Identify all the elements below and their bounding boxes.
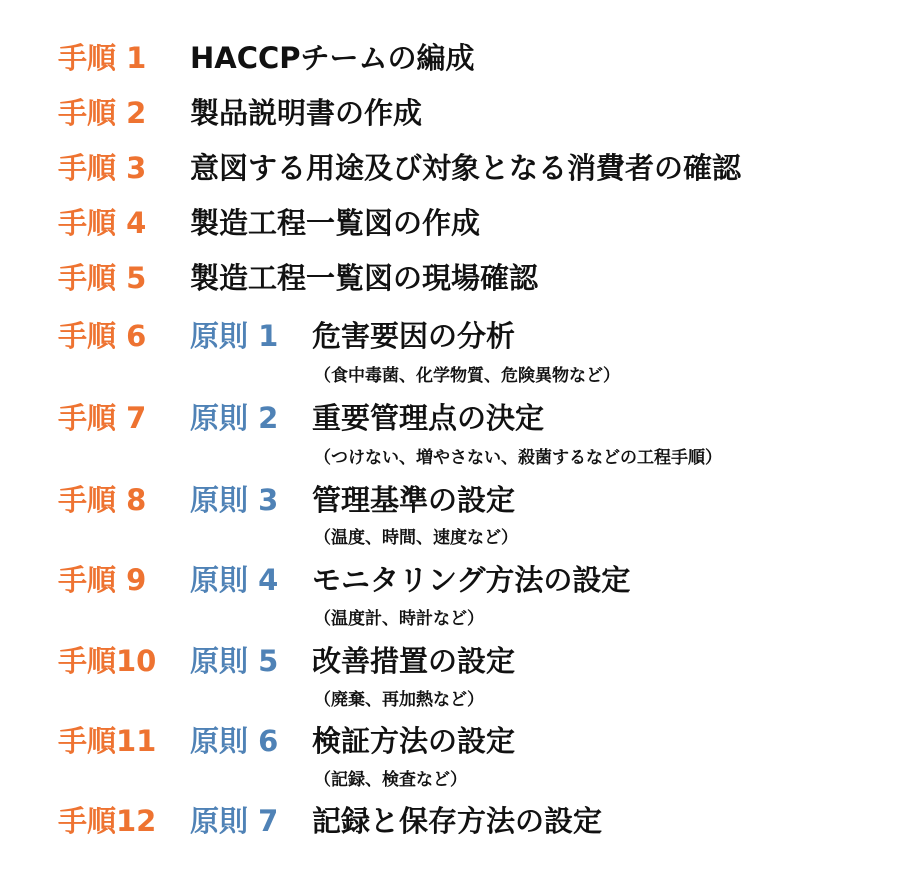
step-note-8: （温度、時間、速度など）	[314, 528, 518, 548]
step-title: HACCPチームの編成	[190, 41, 475, 75]
step-title: 管理基準の設定	[312, 483, 516, 517]
step-title: 製品説明書の作成	[190, 96, 423, 130]
step-label: 手順 9	[58, 563, 147, 597]
step-title: 製造工程一覧図の現場確認	[190, 261, 539, 295]
step-label: 手順 4	[58, 206, 147, 240]
principle-label: 原則 1	[190, 319, 279, 353]
step-row-8	[0, 480, 900, 520]
step-row-9	[0, 560, 900, 600]
step-title: 意図する用途及び対象となる消費者の確認	[190, 151, 742, 185]
step-title: 記録と保存方法の設定	[312, 804, 603, 838]
step-title: 危害要因の分析	[312, 319, 516, 353]
principle-label: 原則 7	[190, 804, 279, 838]
step-title: 改善措置の設定	[312, 644, 516, 678]
step-row-4	[0, 203, 900, 243]
step-label: 手順10	[58, 644, 157, 678]
step-label: 手順 2	[58, 96, 147, 130]
step-label: 手順12	[58, 804, 157, 838]
step-note-9: （温度計、時計など）	[314, 609, 484, 629]
principle-label: 原則 2	[190, 401, 279, 435]
step-note-6: （食中毒菌、化学物質、危険異物など）	[314, 366, 620, 386]
step-row-6	[0, 316, 900, 356]
step-row-2	[0, 93, 900, 133]
step-label: 手順 6	[58, 319, 147, 353]
step-title: 製造工程一覧図の作成	[190, 206, 481, 240]
step-label: 手順 5	[58, 261, 147, 295]
step-note-11: （記録、検査など）	[314, 770, 467, 790]
step-label: 手順 3	[58, 151, 147, 185]
principle-label: 原則 6	[190, 724, 279, 758]
step-note-7: （つけない、増やさない、殺菌するなどの工程手順）	[314, 448, 722, 468]
step-title: モニタリング方法の設定	[312, 563, 631, 597]
step-row-1	[0, 38, 900, 78]
step-row-11	[0, 721, 900, 761]
step-row-12	[0, 801, 900, 841]
step-label: 手順11	[58, 724, 157, 758]
step-row-3	[0, 148, 900, 188]
principle-label: 原則 4	[190, 563, 279, 597]
step-label: 手順 1	[58, 41, 147, 75]
step-note-10: （廃棄、再加熱など）	[314, 690, 484, 710]
step-row-7	[0, 398, 900, 438]
step-label: 手順 8	[58, 483, 147, 517]
principle-label: 原則 3	[190, 483, 279, 517]
principle-label: 原則 5	[190, 644, 279, 678]
step-title: 重要管理点の決定	[312, 401, 545, 435]
step-row-5	[0, 258, 900, 298]
step-label: 手順 7	[58, 401, 147, 435]
step-title: 検証方法の設定	[312, 724, 516, 758]
step-row-10	[0, 641, 900, 681]
